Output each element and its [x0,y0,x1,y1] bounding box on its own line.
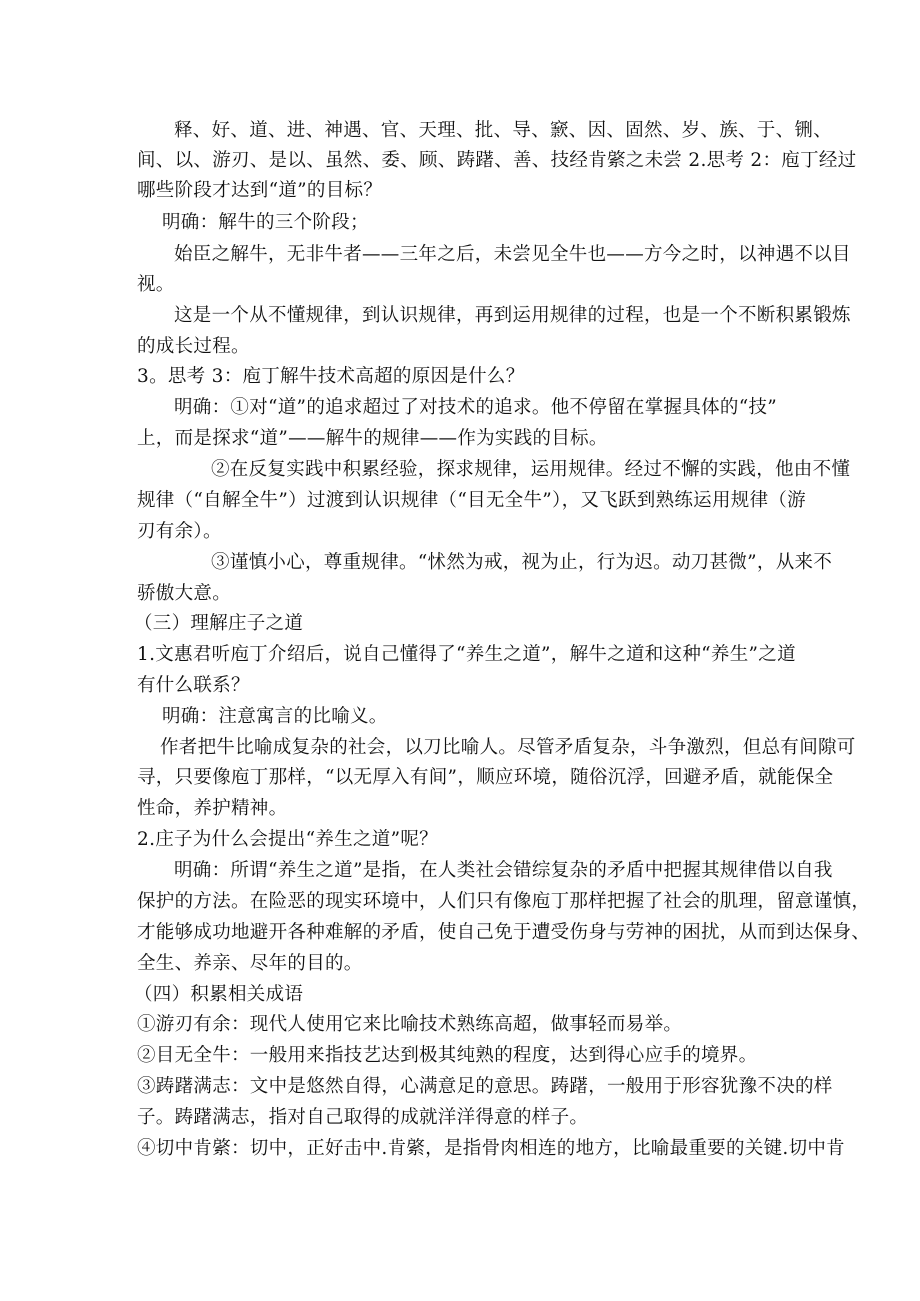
section-heading: （四）积累相关成语 [134,984,304,1005]
text-line: 才能够成功地避开各种难解的矛盾，使自己免于遭受伤身与劳神的困扰，从而到达保身、 [137,922,871,943]
text-line: 的成长过程。 [137,336,250,357]
text-line: 间、以、游刃、是以、虽然、委、顾、踌躇、善、技经肯綮之未尝 2.思考 2：庖丁经过 [137,150,857,171]
text-line: 1.文惠君听庖丁介绍后，说自己懂得了“养生之道”，解牛之道和这种“养生”之道 [137,644,796,665]
text-line: 明确：解牛的三个阶段； [162,212,369,233]
text-line: 明确：①对“道”的追求超过了对技术的追求。他不停留在掌握具体的“技” [174,397,778,418]
text-line: 规律（“自解全牛”）过渡到认识规律（“目无全牛”），又飞跃到熟练运用规律（游 [137,490,806,511]
text-line: ②目无全牛：一般用来指技艺达到极其纯熟的程度，达到得心应手的境界。 [137,1045,758,1066]
text-line: 作者把牛比喻成复杂的社会，以刀比喻人。尽管矛盾复杂，斗争激烈，但总有间隙可 [160,737,856,758]
text-line: ①游刃有余：现代人使用它来比喻技术熟练高超，做事轻而易举。 [137,1014,683,1035]
text-line: 有什么联系？ [137,675,250,696]
section-heading: （三）理解庄子之道 [134,613,304,634]
text-line: 子。踌躇满志，指对自己取得的成就洋洋得意的样子。 [137,1107,589,1128]
text-line: 全生、养亲、尽年的目的。 [137,953,363,974]
text-line: 这是一个从不懂规律，到认识规律，再到运用规律的过程，也是一个不断积累锻炼 [174,305,851,326]
text-line: 刃有余）。 [137,521,222,542]
section-heading: 3。思考 3：庖丁解牛技术高超的原因是什么？ [137,366,525,387]
text-line: 始臣之解牛，无非牛者——三年之后，未尝见全牛也——方今之时，以神遇不以目 [174,244,851,265]
text-line: ④切中肯綮：切中，正好击中.肯綮，是指骨肉相连的地方，比喻最重要的关键.切中肯 [137,1138,845,1159]
text-line: 明确：注意寓言的比喻义。 [162,706,388,727]
text-line: 释、好、道、进、神遇、官、天理、批、导、窾、因、固然、岁、族、于、铏、 [174,120,833,141]
text-line: ②在反复实践中积累经验，探求规律，运用规律。经过不懈的实践，他由不懂 [211,459,851,480]
text-line: 寻，只要像庖丁那样，“以无厚入有间”，顺应环境，随俗沉浮，回避矛盾，就能保全 [137,767,834,788]
text-line: 骄傲大意。 [137,583,232,604]
text-line: 2.庄子为什么会提出“养生之道”呢？ [137,829,438,850]
text-line: 性命，养护精神。 [137,798,288,819]
text-line: ③踌躇满志：文中是悠然自得，心满意足的意思。踌躇，一般用于形容犹豫不决的样 [137,1076,833,1097]
text-line: 明确：所谓“养生之道”是指，在人类社会错综复杂的矛盾中把握其规律借以自我 [174,860,833,881]
text-line: ③谨慎小心，尊重规律。“怵然为戒，视为止，行为迟。动刀甚微”，从来不 [211,552,833,573]
text-line: 哪些阶段才达到“道”的目标？ [137,180,383,201]
text-line: 保护的方法。在险恶的现实环境中，人们只有像庖丁那样把握了社会的肌理，留意谨慎， [137,891,871,912]
text-line: 视。 [137,274,175,295]
text-line: 上，而是探求“道”——解牛的规律——作为实践的目标。 [137,428,608,449]
